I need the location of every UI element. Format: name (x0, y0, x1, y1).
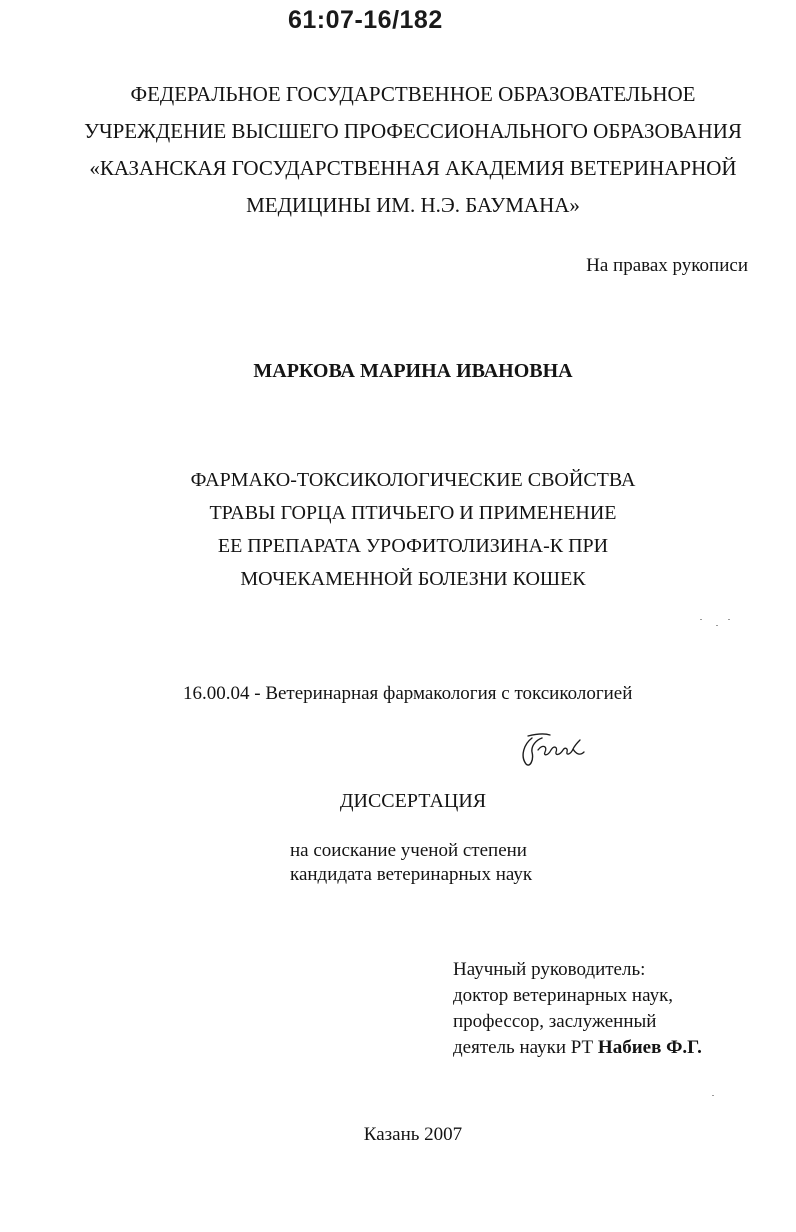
advisor-title: профессор, заслуженный (453, 1011, 657, 1032)
catalog-stamp: 61:07-16/182 (288, 6, 443, 34)
advisor-label: Научный руководитель: (453, 959, 646, 980)
advisor-position (453, 1035, 702, 1061)
specialty-code: 16.00.04 - Ветеринарная фармакология с токсикологией (183, 683, 633, 704)
rights-note: На правах рукописи (586, 255, 748, 276)
title-line: ЕЕ ПРЕПАРАТА УРОФИТОЛИЗИНА-К ПРИ (217, 535, 609, 557)
advisor-name: Набиев Ф.Г. (597, 1037, 702, 1058)
institution-line: «КАЗАНСКАЯ ГОСУДАРСТВЕННАЯ АКАДЕМИЯ ВЕТЕРИНАРНОЙ (89, 156, 737, 180)
scan-speck (716, 625, 718, 626)
title-line: ФАРМАКО-ТОКСИКОЛОГИЧЕСКИЕ СВОЙСТВА (190, 469, 636, 491)
title-line: МОЧЕКАМЕННОЙ БОЛЕЗНИ КОШЕК (240, 568, 586, 590)
institution-line: МЕДИЦИНЫ ИМ. Н.Э. БАУМАНА» (246, 193, 580, 217)
degree-line: на соискание ученой степени (290, 840, 527, 861)
advisor-degree: доктор ветеринарных наук, (453, 985, 674, 1006)
scan-speck (728, 619, 730, 620)
dissertation-title (60, 464, 766, 596)
document-type: ДИССЕРТАЦИЯ (339, 790, 487, 812)
advisor-position-text: деятель науки РТ (453, 1037, 594, 1058)
scan-speck (700, 619, 702, 620)
degree-statement (290, 839, 532, 887)
institution-line: ФЕДЕРАЛЬНОЕ ГОСУДАРСТВЕННОЕ ОБРАЗОВАТЕЛЬНОЕ (130, 82, 696, 106)
author-name: МАРКОВА МАРИНА ИВАНОВНА (253, 360, 573, 382)
institution-header (60, 76, 766, 224)
city-year: Казань 2007 (363, 1124, 463, 1145)
title-line: ТРАВЫ ГОРЦА ПТИЧЬЕГО И ПРИМЕНЕНИЕ (209, 502, 617, 524)
institution-line: УЧРЕЖДЕНИЕ ВЫСШЕГО ПРОФЕССИОНАЛЬНОГО ОБРАЗОВАНИЯ (84, 119, 742, 143)
degree-line: кандидата ветеринарных наук (290, 864, 533, 885)
signature-icon (518, 730, 588, 772)
scan-speck (712, 1095, 714, 1096)
advisor-block (453, 957, 702, 1061)
